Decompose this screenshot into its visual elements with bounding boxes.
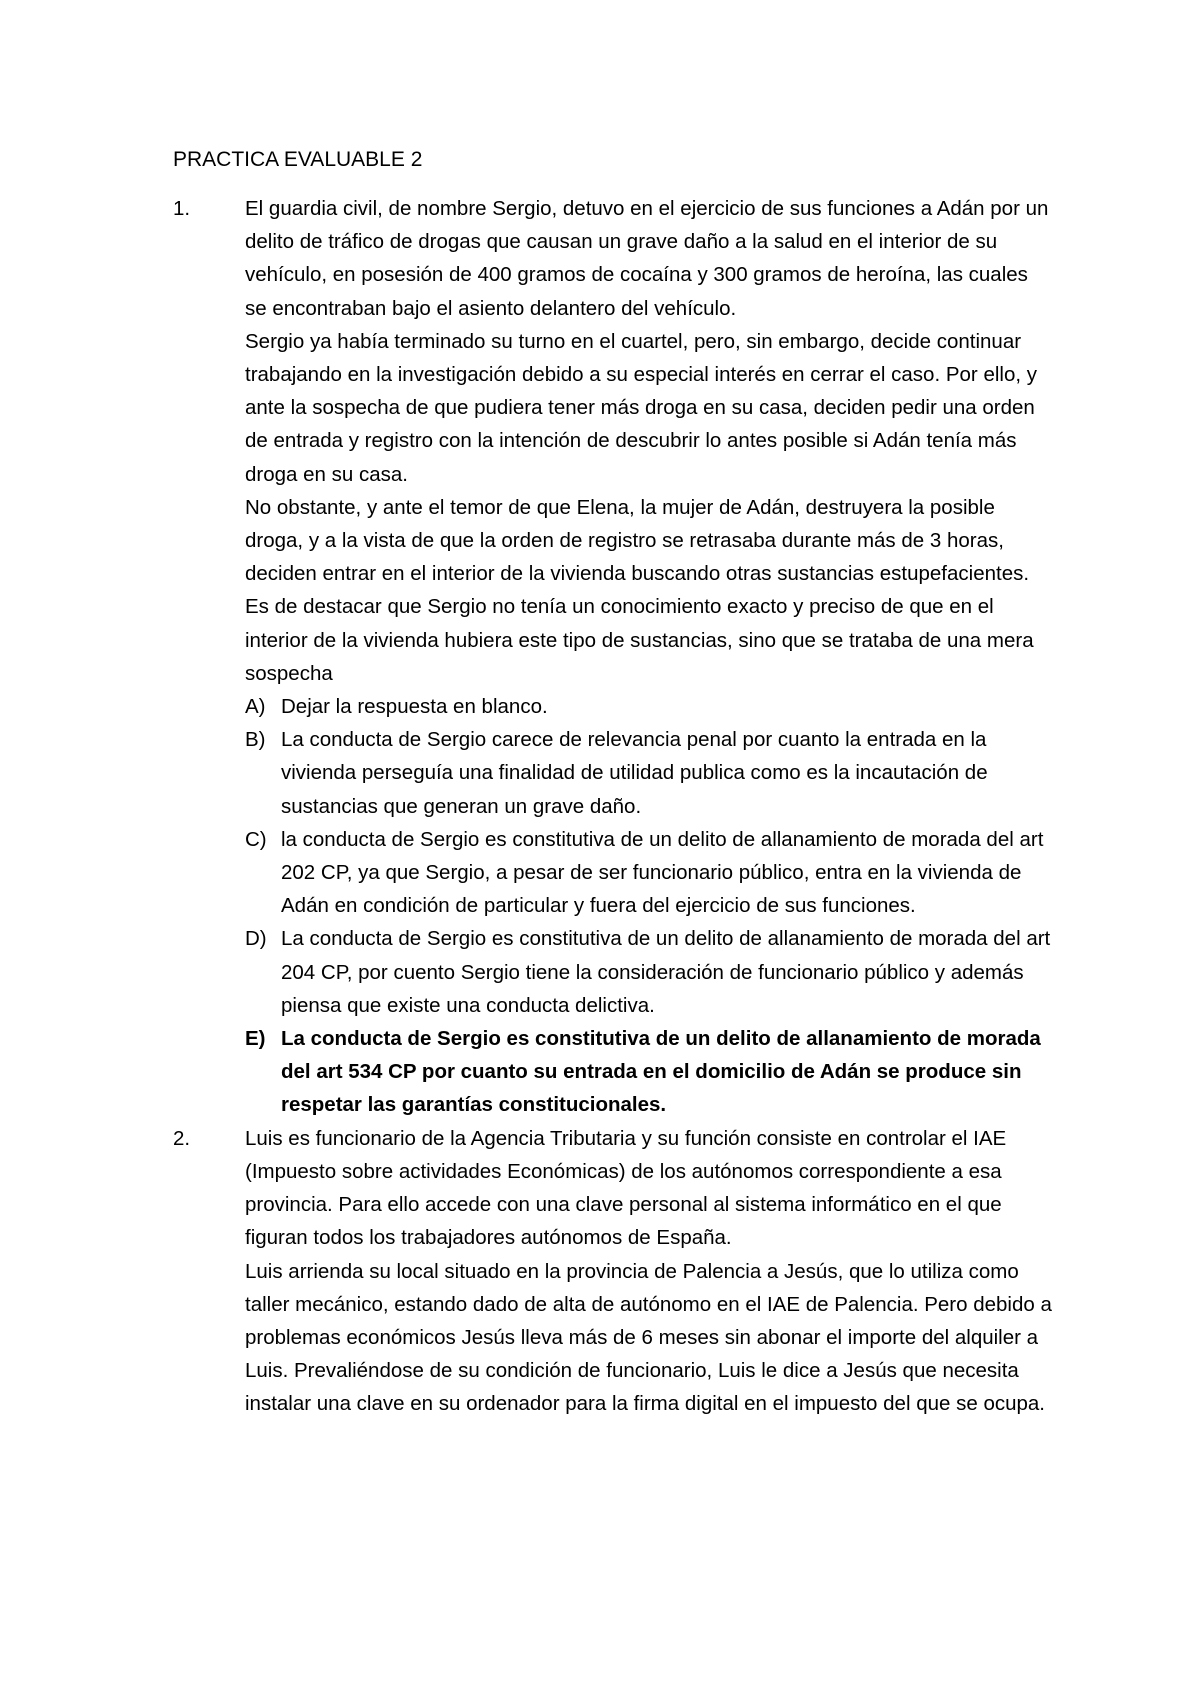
document-title: PRACTICA EVALUABLE 2 — [173, 148, 423, 171]
answer-option-e — [245, 1022, 1053, 1122]
answer-option-c — [245, 823, 1053, 923]
document-body — [173, 192, 1053, 1421]
question-paragraph: No obstante, y ante el temor de que Elena, la mujer de Adán, destruyera la posible droga, y a la vista de que la orden de registro se retrasaba durante más de 3 horas, deciden entrar en el interior de la vivienda buscando otras sustancias estupefacientes. Es de destacar que Sergio no tenía un conocimiento exacto y preciso de que en el interior de la vivienda hubiera este tipo de sustancias, sino que se trataba de una mera sospecha — [245, 495, 1034, 685]
option-text: la conducta de Sergio es constitutiva de un delito de allanamiento de morada del art 202 CP, ya que Sergio, a pesar de ser funcionario público, entra en la vivienda de Adán en condición de particular y fuera del ejercicio de sus funciones. — [281, 827, 1044, 918]
question-paragraph: Sergio ya había terminado su turno en el cuartel, pero, sin embargo, decide continuar trabajando en la investigación debido a su especial interés en cerrar el caso. Por ello, y ante la sospecha de que pudiera tener más droga en su casa, deciden pedir una orden de entrada y registro con la intención de descubrir lo antes posible si Adán tenía más droga en su casa. — [245, 329, 1037, 486]
question-paragraph: El guardia civil, de nombre Sergio, detuvo en el ejercicio de sus funciones a Adán por un delito de tráfico de drogas que causan un grave daño a la salud en el interior de su vehículo, en posesión de 400 gramos de cocaína y 300 gramos de heroína, las cuales se encontraban bajo el asiento delantero del vehículo. — [245, 197, 1049, 320]
option-text: Dejar la respuesta en blanco. — [281, 695, 548, 719]
option-text: La conducta de Sergio es constitutiva de un delito de allanamiento de morada del art 204 CP, por cuento Sergio tiene la consideración de funcionario público y además piensa que existe una conducta delictiva. — [281, 927, 1051, 1017]
answer-option-a — [245, 690, 1053, 723]
option-letter: C) — [245, 827, 267, 851]
answer-option-d — [245, 922, 1053, 1022]
question-2 — [173, 1122, 1053, 1421]
option-letter: D) — [245, 927, 267, 951]
option-letter: A) — [245, 695, 266, 719]
option-text: La conducta de Sergio es constitutiva de un delito de allanamiento de morada del art 534 CP por cuanto su entrada en el domicilio de Adán se produce sin respetar las garantías constitucionales. — [281, 1027, 1041, 1117]
question-number: 2. — [173, 1126, 191, 1150]
option-letter: B) — [245, 728, 266, 752]
question-number: 1. — [173, 197, 191, 220]
question-paragraph: Luis arrienda su local situado en la provincia de Palencia a Jesús, que lo utiliza como taller mecánico, estando dado de alta de autónomo en el IAE de Palencia. Pero debido a problemas económicos Jesús lleva más de 6 meses sin abonar el importe del alquiler a Luis. Prevaliéndose de su condición de funcionario, Luis le dice a Jesús que necesita instalar una clave en su ordenador para la firma digital en el impuesto del que se ocupa. — [245, 1259, 1052, 1416]
question-1 — [173, 192, 1053, 1122]
option-letter: E) — [245, 1027, 266, 1051]
answer-options — [245, 690, 1053, 1122]
question-paragraph: Luis es funcionario de la Agencia Tributaria y su función consiste en controlar el IAE (Impuesto sobre actividades Económicas) de los autónomos correspondiente a esa provincia. Para ello accede con una clave personal al sistema informático en el que figuran todos los trabajadores autónomos de España. — [245, 1126, 1007, 1250]
answer-option-b — [245, 723, 1053, 823]
option-text: La conducta de Sergio carece de relevancia penal por cuanto la entrada en la vivienda perseguía una finalidad de utilidad publica como es la incautación de sustancias que generan un grave daño. — [281, 728, 988, 818]
